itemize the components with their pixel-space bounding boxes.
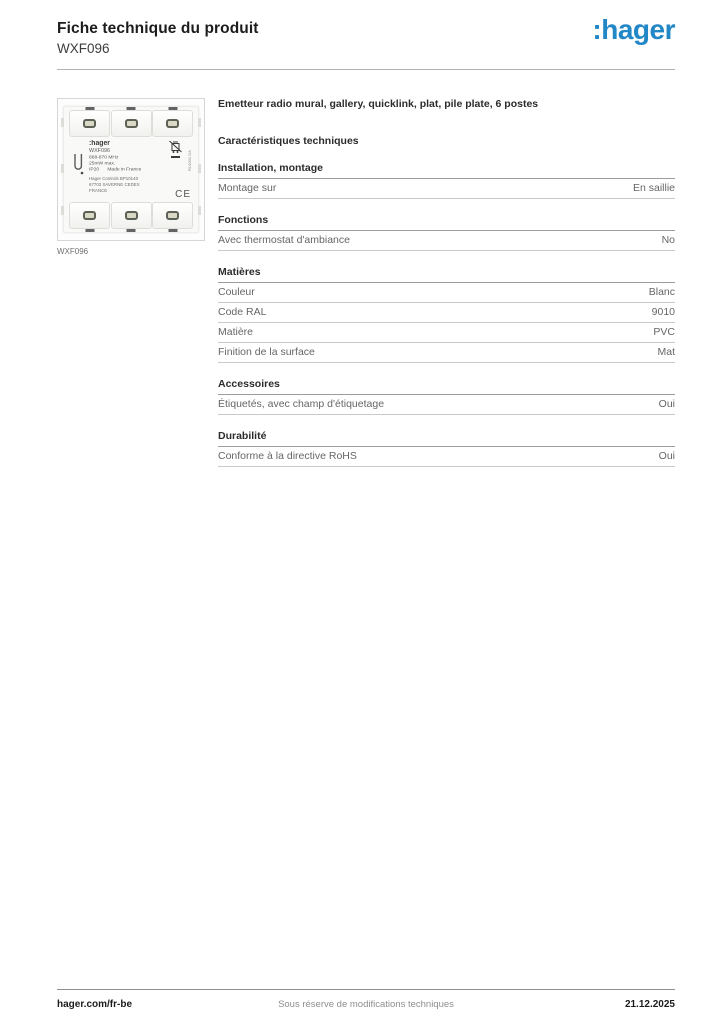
- spec-value: PVC: [653, 326, 675, 338]
- spec-section-durabilite: [218, 430, 675, 467]
- button-marking: [85, 229, 94, 232]
- button-indicator: [166, 119, 179, 128]
- device-button: [69, 202, 110, 229]
- page-title: Fiche technique du produit: [57, 20, 259, 37]
- mounting-lug: [61, 164, 64, 173]
- product-image: [57, 98, 205, 241]
- section-heading: Accessoires: [218, 378, 675, 395]
- device-address: Hager Controls BP10140: [89, 176, 139, 182]
- footer-disclaimer: Sous réserve de modifications techniques: [278, 999, 454, 1010]
- header-divider: [57, 69, 675, 70]
- button-marking: [127, 229, 136, 232]
- spec-label: Étiquetés, avec champ d'étiquetage: [218, 398, 385, 410]
- spec-section-fonctions: [218, 214, 675, 251]
- spec-row: [218, 395, 675, 415]
- specs-title: Caractéristiques techniques: [218, 135, 359, 147]
- spec-section-installation: [218, 162, 675, 199]
- device-button: [152, 202, 193, 229]
- product-description: Emetteur radio mural, gallery, quicklink, plat, pile plate, 6 postes: [218, 98, 539, 110]
- device-model: WXF096: [89, 147, 110, 154]
- spec-value: Mat: [657, 346, 675, 358]
- button-indicator: [125, 119, 138, 128]
- device-brand: :hager: [89, 140, 110, 147]
- spec-label: Montage sur: [218, 182, 277, 194]
- device-button: [152, 110, 193, 137]
- spec-value: Oui: [658, 450, 675, 462]
- footer: [57, 989, 675, 1010]
- button-indicator: [83, 211, 96, 220]
- section-heading: Fonctions: [218, 214, 675, 231]
- spec-row: [218, 343, 675, 363]
- device-side-code: RL0001 GA: [187, 150, 193, 171]
- spec-label: Couleur: [218, 286, 255, 298]
- device-mockup: [63, 106, 199, 233]
- device-ip-origin: [89, 166, 167, 172]
- spec-value: En saillie: [632, 182, 675, 194]
- section-heading: Durabilité: [218, 430, 675, 447]
- button-indicator: [125, 211, 138, 220]
- spec-row: [218, 323, 675, 343]
- spec-label: Finition de la surface: [218, 346, 315, 358]
- product-reference: WXF096: [57, 41, 110, 56]
- device-label-icons: [169, 140, 193, 200]
- spec-value: Blanc: [648, 286, 675, 298]
- spec-label: Avec thermostat d'ambiance: [218, 234, 350, 246]
- footer-date: 21.12.2025: [624, 999, 675, 1010]
- spec-row: [218, 447, 675, 467]
- spec-row: [218, 303, 675, 323]
- device-label-text: [89, 140, 167, 199]
- button-marking: [168, 229, 177, 232]
- spec-row: [218, 283, 675, 303]
- ce-mark: CE: [175, 189, 191, 200]
- header: [57, 14, 675, 56]
- device-button: [69, 110, 110, 137]
- device-ip: IP20: [89, 166, 100, 173]
- device-power: 25mW max.: [89, 160, 116, 167]
- specs-column: [218, 98, 675, 467]
- mounting-lug: [198, 118, 201, 127]
- spec-row: [218, 179, 675, 199]
- spec-row: [218, 231, 675, 251]
- mounting-lug: [61, 206, 64, 215]
- device-label: [69, 137, 193, 202]
- spec-label: Conforme à la directive RoHS: [218, 450, 357, 462]
- device-buttons-bottom: [69, 202, 193, 229]
- spec-value: No: [661, 234, 675, 246]
- mounting-lug: [61, 118, 64, 127]
- section-heading: Installation, montage: [218, 162, 675, 179]
- mounting-lug: [198, 164, 201, 173]
- device-buttons-top: [69, 110, 193, 137]
- hager-logo: :hager: [592, 14, 675, 45]
- device-frequency: 868-870 MHz: [89, 154, 119, 161]
- button-marking: [127, 107, 136, 110]
- device-address: FRANCE: [89, 188, 108, 193]
- button-indicator: [166, 211, 179, 220]
- button-marking: [85, 107, 94, 110]
- spec-value: Oui: [658, 398, 675, 410]
- button-indicator: [83, 119, 96, 128]
- spec-value: 9010: [651, 306, 675, 318]
- device-button: [111, 202, 152, 229]
- mounting-lug: [198, 206, 201, 215]
- device-button: [111, 110, 152, 137]
- image-caption: WXF096: [57, 247, 89, 256]
- spec-label: Code RAL: [218, 306, 267, 318]
- footer-website: hager.com/fr-be: [57, 999, 133, 1010]
- spec-section-matieres: [218, 266, 675, 363]
- weee-bar: [171, 156, 180, 158]
- device-address: 67703 SAVERNE CEDEX: [89, 182, 140, 188]
- spec-section-accessoires: [218, 378, 675, 415]
- thermostat-icon: [71, 140, 89, 200]
- button-marking: [168, 107, 177, 110]
- spec-label: Matière: [218, 326, 254, 338]
- device-origin: Made in France: [107, 166, 142, 173]
- product-image-column: [57, 98, 218, 467]
- section-heading: Matières: [218, 266, 675, 283]
